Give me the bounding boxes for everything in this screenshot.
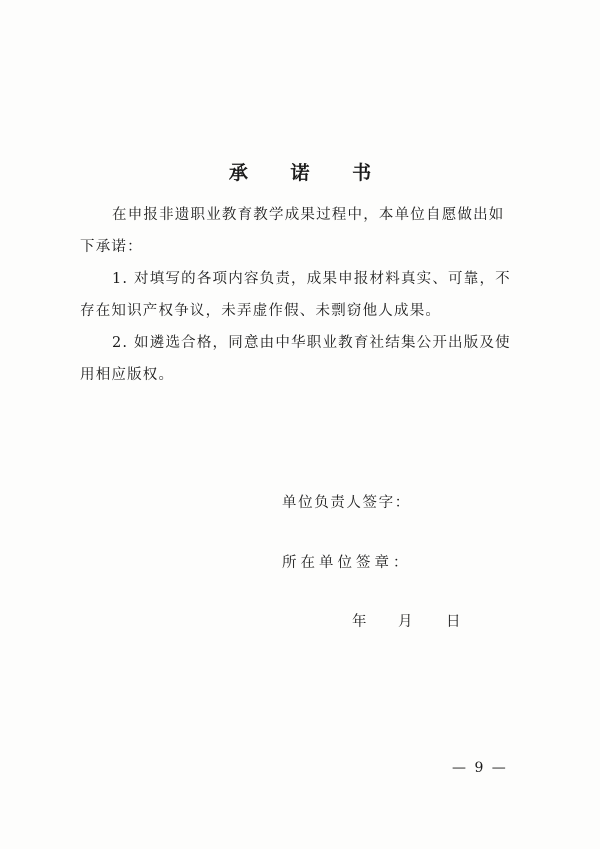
date-year-label: 年 <box>352 614 367 630</box>
page-number: — 9 — <box>452 760 508 776</box>
date-line <box>352 610 461 631</box>
document-title: 承 诺 书 <box>228 162 390 184</box>
intro-paragraph: 在申报非遗职业教育教学成果过程中，本单位自愿做出如下承诺： <box>80 207 505 255</box>
leader-signature-label: 单位负责人签字： <box>282 495 411 511</box>
commitment-item-1: 1. 对填写的各项内容负责，成果申报材料真实、可靠，不存在知识产权争议，未弄虚作假、未剽窃他人成果。 <box>80 271 511 319</box>
unit-seal-label: 所在单位签章： <box>282 555 412 571</box>
date-month-label: 月 <box>398 614 413 630</box>
date-day-label: 日 <box>446 614 461 630</box>
commitment-item-2: 2. 如遴选合格，同意由中华职业教育社结集公开出版及使用相应版权。 <box>80 335 511 383</box>
